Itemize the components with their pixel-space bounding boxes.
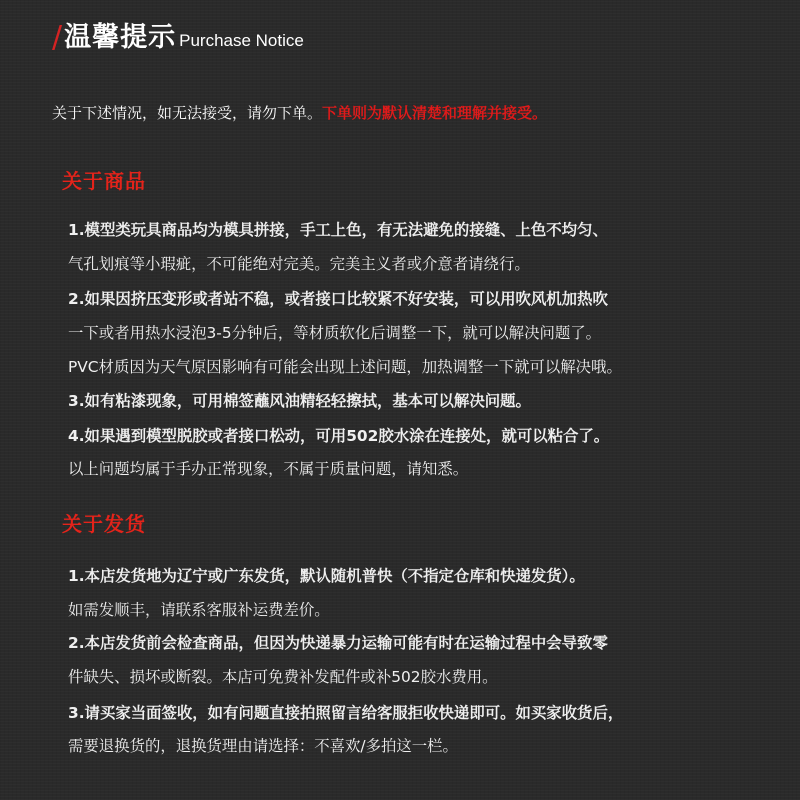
title-chinese: 温馨提示 (64, 22, 177, 53)
shipping-line: 1.本店发货地为辽宁或广东发货，默认随机普快（不指定仓库和快递发货）。 (68, 567, 585, 585)
section-heading-shipping: 关于发货 (62, 512, 146, 536)
product-line: 3.如有粘漆现象，可用棉签蘸风油精轻轻擦拭，基本可以解决问题。 (68, 392, 531, 410)
title-english: Purchase Notice (179, 31, 304, 50)
product-line: 一下或者用热水浸泡3-5分钟后，等材质软化后调整一下，就可以解决问题了。 (68, 324, 602, 342)
section-heading-product: 关于商品 (62, 169, 146, 193)
purchase-notice (52, 101, 547, 125)
shipping-line: 2.本店发货前会检查商品，但因为快递暴力运输可能有时在运输过程中会导致零 (68, 634, 608, 652)
shipping-line: 件缺失、损坏或断裂。本店可免费补发配件或补502胶水费用。 (68, 668, 498, 686)
product-line: 4.如果遇到模型脱胶或者接口松动，可用502胶水涂在连接处，就可以粘合了。 (68, 427, 610, 445)
product-line: 气孔划痕等小瑕疵，不可能绝对完美。完美主义者或介意者请绕行。 (68, 255, 530, 273)
notice-highlight: 下单则为默认清楚和理解并接受。 (322, 104, 548, 122)
product-line: 以上问题均属于手办正常现象，不属于质量问题，请知悉。 (68, 460, 469, 478)
product-line: 2.如果因挤压变形或者站不稳，或者接口比较紧不好安装，可以用吹风机加热吹 (68, 290, 608, 308)
page-title (52, 18, 304, 58)
notice-text: 关于下述情况，如无法接受，请勿下单。 (52, 104, 323, 122)
shipping-line: 需要退换货的，退换货理由请选择：不喜欢/多拍这一栏。 (68, 737, 458, 755)
shipping-line: 如需发顺丰，请联系客服补运费差价。 (68, 601, 330, 619)
product-line: PVC材质因为天气原因影响有可能会出现上述问题，加热调整一下就可以解决哦。 (68, 358, 622, 376)
title-slash: / (52, 20, 63, 55)
shipping-line: 3.请买家当面签收，如有问题直接拍照留言给客服拒收快递即可。如买家收货后， (68, 704, 624, 722)
product-line: 1.模型类玩具商品均为模具拼接，手工上色，有无法避免的接缝、上色不均匀、 (68, 221, 608, 239)
